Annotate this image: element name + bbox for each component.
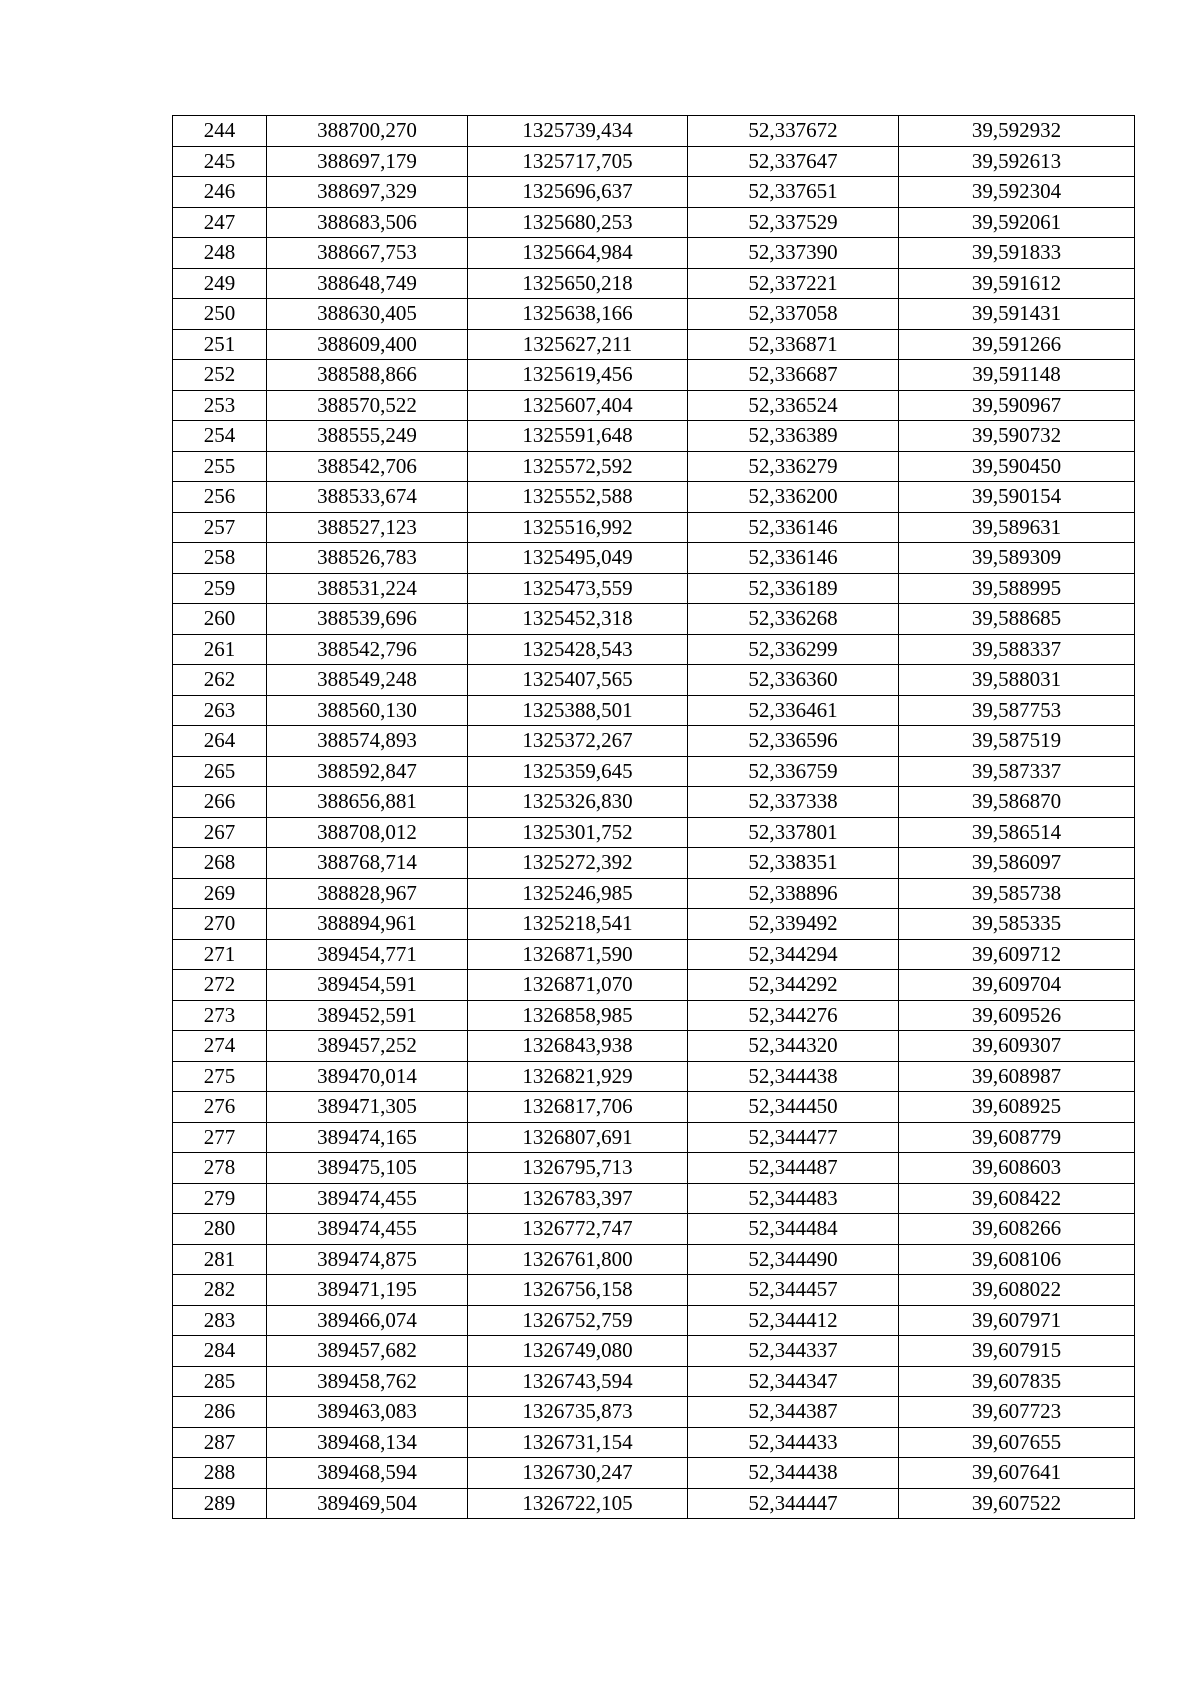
- point-number-cell: 287: [173, 1427, 267, 1458]
- table-row: [173, 1427, 1135, 1458]
- y-coordinate-cell: 1325638,166: [468, 299, 688, 330]
- latitude-cell: 52,344438: [688, 1458, 899, 1489]
- longitude-cell: 39,586097: [899, 848, 1135, 879]
- table-row: [173, 878, 1135, 909]
- point-number-cell: 280: [173, 1214, 267, 1245]
- point-number-cell: 269: [173, 878, 267, 909]
- table-row: [173, 1366, 1135, 1397]
- table-row: [173, 1458, 1135, 1489]
- point-number-cell: 273: [173, 1000, 267, 1031]
- longitude-cell: 39,607655: [899, 1427, 1135, 1458]
- table-row: [173, 1061, 1135, 1092]
- table-row: [173, 238, 1135, 269]
- latitude-cell: 52,336687: [688, 360, 899, 391]
- table-row: [173, 573, 1135, 604]
- latitude-cell: 52,336759: [688, 756, 899, 787]
- point-number-cell: 251: [173, 329, 267, 360]
- longitude-cell: 39,609307: [899, 1031, 1135, 1062]
- longitude-cell: 39,586514: [899, 817, 1135, 848]
- longitude-cell: 39,590732: [899, 421, 1135, 452]
- y-coordinate-cell: 1325572,592: [468, 451, 688, 482]
- point-number-cell: 275: [173, 1061, 267, 1092]
- latitude-cell: 52,336871: [688, 329, 899, 360]
- longitude-cell: 39,608925: [899, 1092, 1135, 1123]
- x-coordinate-cell: 388700,270: [267, 116, 468, 147]
- x-coordinate-cell: 388588,866: [267, 360, 468, 391]
- point-number-cell: 256: [173, 482, 267, 513]
- point-number-cell: 282: [173, 1275, 267, 1306]
- table-row: [173, 1488, 1135, 1519]
- point-number-cell: 281: [173, 1244, 267, 1275]
- latitude-cell: 52,344347: [688, 1366, 899, 1397]
- point-number-cell: 270: [173, 909, 267, 940]
- y-coordinate-cell: 1325372,267: [468, 726, 688, 757]
- x-coordinate-cell: 388592,847: [267, 756, 468, 787]
- longitude-cell: 39,609712: [899, 939, 1135, 970]
- table-row: [173, 512, 1135, 543]
- y-coordinate-cell: 1326730,247: [468, 1458, 688, 1489]
- latitude-cell: 52,336146: [688, 543, 899, 574]
- point-number-cell: 244: [173, 116, 267, 147]
- latitude-cell: 52,338351: [688, 848, 899, 879]
- longitude-cell: 39,608779: [899, 1122, 1135, 1153]
- x-coordinate-cell: 388768,714: [267, 848, 468, 879]
- longitude-cell: 39,589309: [899, 543, 1135, 574]
- table-row: [173, 116, 1135, 147]
- y-coordinate-cell: 1326749,080: [468, 1336, 688, 1367]
- table-row: [173, 1305, 1135, 1336]
- table-row: [173, 543, 1135, 574]
- latitude-cell: 52,337221: [688, 268, 899, 299]
- x-coordinate-cell: 388683,506: [267, 207, 468, 238]
- point-number-cell: 277: [173, 1122, 267, 1153]
- x-coordinate-cell: 388828,967: [267, 878, 468, 909]
- y-coordinate-cell: 1325326,830: [468, 787, 688, 818]
- y-coordinate-cell: 1325388,501: [468, 695, 688, 726]
- latitude-cell: 52,344484: [688, 1214, 899, 1245]
- x-coordinate-cell: 388527,123: [267, 512, 468, 543]
- longitude-cell: 39,591431: [899, 299, 1135, 330]
- x-coordinate-cell: 389475,105: [267, 1153, 468, 1184]
- point-number-cell: 284: [173, 1336, 267, 1367]
- y-coordinate-cell: 1325664,984: [468, 238, 688, 269]
- table-row: [173, 146, 1135, 177]
- point-number-cell: 288: [173, 1458, 267, 1489]
- latitude-cell: 52,344447: [688, 1488, 899, 1519]
- point-number-cell: 289: [173, 1488, 267, 1519]
- x-coordinate-cell: 389454,591: [267, 970, 468, 1001]
- longitude-cell: 39,588031: [899, 665, 1135, 696]
- point-number-cell: 267: [173, 817, 267, 848]
- table-row: [173, 1183, 1135, 1214]
- y-coordinate-cell: 1325272,392: [468, 848, 688, 879]
- latitude-cell: 52,344276: [688, 1000, 899, 1031]
- coordinates-table-body: [173, 116, 1135, 1519]
- longitude-cell: 39,608266: [899, 1214, 1135, 1245]
- latitude-cell: 52,336189: [688, 573, 899, 604]
- longitude-cell: 39,607723: [899, 1397, 1135, 1428]
- table-row: [173, 665, 1135, 696]
- y-coordinate-cell: 1325495,049: [468, 543, 688, 574]
- table-row: [173, 207, 1135, 238]
- latitude-cell: 52,338896: [688, 878, 899, 909]
- longitude-cell: 39,590967: [899, 390, 1135, 421]
- table-row: [173, 329, 1135, 360]
- point-number-cell: 286: [173, 1397, 267, 1428]
- y-coordinate-cell: 1326743,594: [468, 1366, 688, 1397]
- longitude-cell: 39,588995: [899, 573, 1135, 604]
- x-coordinate-cell: 388708,012: [267, 817, 468, 848]
- y-coordinate-cell: 1326761,800: [468, 1244, 688, 1275]
- x-coordinate-cell: 389457,682: [267, 1336, 468, 1367]
- point-number-cell: 255: [173, 451, 267, 482]
- x-coordinate-cell: 389474,165: [267, 1122, 468, 1153]
- x-coordinate-cell: 389468,594: [267, 1458, 468, 1489]
- longitude-cell: 39,592304: [899, 177, 1135, 208]
- longitude-cell: 39,607835: [899, 1366, 1135, 1397]
- latitude-cell: 52,344292: [688, 970, 899, 1001]
- y-coordinate-cell: 1326807,691: [468, 1122, 688, 1153]
- longitude-cell: 39,586870: [899, 787, 1135, 818]
- y-coordinate-cell: 1325359,645: [468, 756, 688, 787]
- latitude-cell: 52,344337: [688, 1336, 899, 1367]
- table-row: [173, 848, 1135, 879]
- point-number-cell: 278: [173, 1153, 267, 1184]
- table-row: [173, 1275, 1135, 1306]
- y-coordinate-cell: 1326871,070: [468, 970, 688, 1001]
- latitude-cell: 52,337058: [688, 299, 899, 330]
- longitude-cell: 39,590450: [899, 451, 1135, 482]
- x-coordinate-cell: 389468,134: [267, 1427, 468, 1458]
- table-row: [173, 787, 1135, 818]
- longitude-cell: 39,608603: [899, 1153, 1135, 1184]
- longitude-cell: 39,589631: [899, 512, 1135, 543]
- x-coordinate-cell: 389466,074: [267, 1305, 468, 1336]
- latitude-cell: 52,336279: [688, 451, 899, 482]
- y-coordinate-cell: 1325739,434: [468, 116, 688, 147]
- point-number-cell: 259: [173, 573, 267, 604]
- y-coordinate-cell: 1325452,318: [468, 604, 688, 635]
- point-number-cell: 279: [173, 1183, 267, 1214]
- longitude-cell: 39,590154: [899, 482, 1135, 513]
- longitude-cell: 39,587337: [899, 756, 1135, 787]
- table-row: [173, 1092, 1135, 1123]
- y-coordinate-cell: 1325428,543: [468, 634, 688, 665]
- longitude-cell: 39,607915: [899, 1336, 1135, 1367]
- latitude-cell: 52,344490: [688, 1244, 899, 1275]
- y-coordinate-cell: 1326843,938: [468, 1031, 688, 1062]
- longitude-cell: 39,591612: [899, 268, 1135, 299]
- longitude-cell: 39,608987: [899, 1061, 1135, 1092]
- x-coordinate-cell: 388697,179: [267, 146, 468, 177]
- y-coordinate-cell: 1325473,559: [468, 573, 688, 604]
- latitude-cell: 52,336146: [688, 512, 899, 543]
- latitude-cell: 52,344412: [688, 1305, 899, 1336]
- longitude-cell: 39,607522: [899, 1488, 1135, 1519]
- latitude-cell: 52,344294: [688, 939, 899, 970]
- y-coordinate-cell: 1325627,211: [468, 329, 688, 360]
- longitude-cell: 39,609704: [899, 970, 1135, 1001]
- y-coordinate-cell: 1325218,541: [468, 909, 688, 940]
- x-coordinate-cell: 388549,248: [267, 665, 468, 696]
- longitude-cell: 39,607971: [899, 1305, 1135, 1336]
- point-number-cell: 260: [173, 604, 267, 635]
- longitude-cell: 39,591148: [899, 360, 1135, 391]
- latitude-cell: 52,344433: [688, 1427, 899, 1458]
- point-number-cell: 268: [173, 848, 267, 879]
- latitude-cell: 52,337672: [688, 116, 899, 147]
- latitude-cell: 52,336524: [688, 390, 899, 421]
- table-row: [173, 909, 1135, 940]
- point-number-cell: 254: [173, 421, 267, 452]
- y-coordinate-cell: 1326817,706: [468, 1092, 688, 1123]
- longitude-cell: 39,607641: [899, 1458, 1135, 1489]
- y-coordinate-cell: 1326756,158: [468, 1275, 688, 1306]
- point-number-cell: 258: [173, 543, 267, 574]
- point-number-cell: 252: [173, 360, 267, 391]
- x-coordinate-cell: 389474,455: [267, 1214, 468, 1245]
- x-coordinate-cell: 388656,881: [267, 787, 468, 818]
- x-coordinate-cell: 388531,224: [267, 573, 468, 604]
- x-coordinate-cell: 389454,771: [267, 939, 468, 970]
- table-row: [173, 177, 1135, 208]
- y-coordinate-cell: 1326871,590: [468, 939, 688, 970]
- point-number-cell: 261: [173, 634, 267, 665]
- y-coordinate-cell: 1326858,985: [468, 1000, 688, 1031]
- y-coordinate-cell: 1325552,588: [468, 482, 688, 513]
- x-coordinate-cell: 388648,749: [267, 268, 468, 299]
- y-coordinate-cell: 1325650,218: [468, 268, 688, 299]
- y-coordinate-cell: 1325407,565: [468, 665, 688, 696]
- table-row: [173, 1244, 1135, 1275]
- point-number-cell: 257: [173, 512, 267, 543]
- latitude-cell: 52,337338: [688, 787, 899, 818]
- latitude-cell: 52,344387: [688, 1397, 899, 1428]
- latitude-cell: 52,344438: [688, 1061, 899, 1092]
- y-coordinate-cell: 1325717,705: [468, 146, 688, 177]
- x-coordinate-cell: 388630,405: [267, 299, 468, 330]
- table-row: [173, 604, 1135, 635]
- table-row: [173, 695, 1135, 726]
- point-number-cell: 274: [173, 1031, 267, 1062]
- latitude-cell: 52,339492: [688, 909, 899, 940]
- latitude-cell: 52,336461: [688, 695, 899, 726]
- x-coordinate-cell: 388533,674: [267, 482, 468, 513]
- table-row: [173, 451, 1135, 482]
- latitude-cell: 52,344450: [688, 1092, 899, 1123]
- latitude-cell: 52,336299: [688, 634, 899, 665]
- x-coordinate-cell: 389458,762: [267, 1366, 468, 1397]
- table-row: [173, 268, 1135, 299]
- point-number-cell: 248: [173, 238, 267, 269]
- latitude-cell: 52,337647: [688, 146, 899, 177]
- longitude-cell: 39,592932: [899, 116, 1135, 147]
- point-number-cell: 262: [173, 665, 267, 696]
- x-coordinate-cell: 388539,696: [267, 604, 468, 635]
- table-row: [173, 1122, 1135, 1153]
- x-coordinate-cell: 388526,783: [267, 543, 468, 574]
- table-row: [173, 390, 1135, 421]
- table-row: [173, 1214, 1135, 1245]
- longitude-cell: 39,608106: [899, 1244, 1135, 1275]
- longitude-cell: 39,609526: [899, 1000, 1135, 1031]
- longitude-cell: 39,592061: [899, 207, 1135, 238]
- x-coordinate-cell: 389471,305: [267, 1092, 468, 1123]
- point-number-cell: 266: [173, 787, 267, 818]
- x-coordinate-cell: 389452,591: [267, 1000, 468, 1031]
- point-number-cell: 271: [173, 939, 267, 970]
- point-number-cell: 263: [173, 695, 267, 726]
- y-coordinate-cell: 1326752,759: [468, 1305, 688, 1336]
- x-coordinate-cell: 389463,083: [267, 1397, 468, 1428]
- x-coordinate-cell: 388697,329: [267, 177, 468, 208]
- longitude-cell: 39,592613: [899, 146, 1135, 177]
- latitude-cell: 52,337651: [688, 177, 899, 208]
- latitude-cell: 52,344320: [688, 1031, 899, 1062]
- point-number-cell: 253: [173, 390, 267, 421]
- table-row: [173, 482, 1135, 513]
- latitude-cell: 52,336389: [688, 421, 899, 452]
- longitude-cell: 39,588337: [899, 634, 1135, 665]
- y-coordinate-cell: 1326731,154: [468, 1427, 688, 1458]
- y-coordinate-cell: 1325696,637: [468, 177, 688, 208]
- y-coordinate-cell: 1326722,105: [468, 1488, 688, 1519]
- latitude-cell: 52,337390: [688, 238, 899, 269]
- y-coordinate-cell: 1325301,752: [468, 817, 688, 848]
- y-coordinate-cell: 1325246,985: [468, 878, 688, 909]
- table-row: [173, 299, 1135, 330]
- latitude-cell: 52,344457: [688, 1275, 899, 1306]
- latitude-cell: 52,337529: [688, 207, 899, 238]
- table-row: [173, 1000, 1135, 1031]
- table-row: [173, 970, 1135, 1001]
- point-number-cell: 249: [173, 268, 267, 299]
- longitude-cell: 39,587753: [899, 695, 1135, 726]
- x-coordinate-cell: 388542,706: [267, 451, 468, 482]
- point-number-cell: 265: [173, 756, 267, 787]
- table-row: [173, 421, 1135, 452]
- x-coordinate-cell: 389469,504: [267, 1488, 468, 1519]
- table-row: [173, 1336, 1135, 1367]
- y-coordinate-cell: 1325680,253: [468, 207, 688, 238]
- table-row: [173, 1397, 1135, 1428]
- point-number-cell: 276: [173, 1092, 267, 1123]
- point-number-cell: 283: [173, 1305, 267, 1336]
- x-coordinate-cell: 389457,252: [267, 1031, 468, 1062]
- table-row: [173, 1153, 1135, 1184]
- table-row: [173, 360, 1135, 391]
- table-row: [173, 756, 1135, 787]
- y-coordinate-cell: 1326821,929: [468, 1061, 688, 1092]
- longitude-cell: 39,591833: [899, 238, 1135, 269]
- longitude-cell: 39,591266: [899, 329, 1135, 360]
- coordinates-table: [172, 115, 1135, 1519]
- x-coordinate-cell: 388555,249: [267, 421, 468, 452]
- x-coordinate-cell: 388570,522: [267, 390, 468, 421]
- table-row: [173, 939, 1135, 970]
- point-number-cell: 272: [173, 970, 267, 1001]
- latitude-cell: 52,336200: [688, 482, 899, 513]
- longitude-cell: 39,608422: [899, 1183, 1135, 1214]
- latitude-cell: 52,344477: [688, 1122, 899, 1153]
- longitude-cell: 39,585738: [899, 878, 1135, 909]
- x-coordinate-cell: 389470,014: [267, 1061, 468, 1092]
- table-row: [173, 1031, 1135, 1062]
- x-coordinate-cell: 389471,195: [267, 1275, 468, 1306]
- x-coordinate-cell: 389474,455: [267, 1183, 468, 1214]
- latitude-cell: 52,336360: [688, 665, 899, 696]
- point-number-cell: 264: [173, 726, 267, 757]
- longitude-cell: 39,585335: [899, 909, 1135, 940]
- latitude-cell: 52,336268: [688, 604, 899, 635]
- x-coordinate-cell: 388609,400: [267, 329, 468, 360]
- y-coordinate-cell: 1326735,873: [468, 1397, 688, 1428]
- x-coordinate-cell: 389474,875: [267, 1244, 468, 1275]
- x-coordinate-cell: 388560,130: [267, 695, 468, 726]
- latitude-cell: 52,336596: [688, 726, 899, 757]
- y-coordinate-cell: 1326772,747: [468, 1214, 688, 1245]
- x-coordinate-cell: 388894,961: [267, 909, 468, 940]
- table-row: [173, 634, 1135, 665]
- longitude-cell: 39,608022: [899, 1275, 1135, 1306]
- y-coordinate-cell: 1325591,648: [468, 421, 688, 452]
- point-number-cell: 245: [173, 146, 267, 177]
- y-coordinate-cell: 1326783,397: [468, 1183, 688, 1214]
- longitude-cell: 39,587519: [899, 726, 1135, 757]
- y-coordinate-cell: 1325619,456: [468, 360, 688, 391]
- longitude-cell: 39,588685: [899, 604, 1135, 635]
- point-number-cell: 250: [173, 299, 267, 330]
- table-row: [173, 726, 1135, 757]
- y-coordinate-cell: 1325516,992: [468, 512, 688, 543]
- y-coordinate-cell: 1326795,713: [468, 1153, 688, 1184]
- table-row: [173, 817, 1135, 848]
- latitude-cell: 52,344487: [688, 1153, 899, 1184]
- x-coordinate-cell: 388542,796: [267, 634, 468, 665]
- point-number-cell: 285: [173, 1366, 267, 1397]
- point-number-cell: 247: [173, 207, 267, 238]
- latitude-cell: 52,337801: [688, 817, 899, 848]
- latitude-cell: 52,344483: [688, 1183, 899, 1214]
- y-coordinate-cell: 1325607,404: [468, 390, 688, 421]
- point-number-cell: 246: [173, 177, 267, 208]
- x-coordinate-cell: 388667,753: [267, 238, 468, 269]
- x-coordinate-cell: 388574,893: [267, 726, 468, 757]
